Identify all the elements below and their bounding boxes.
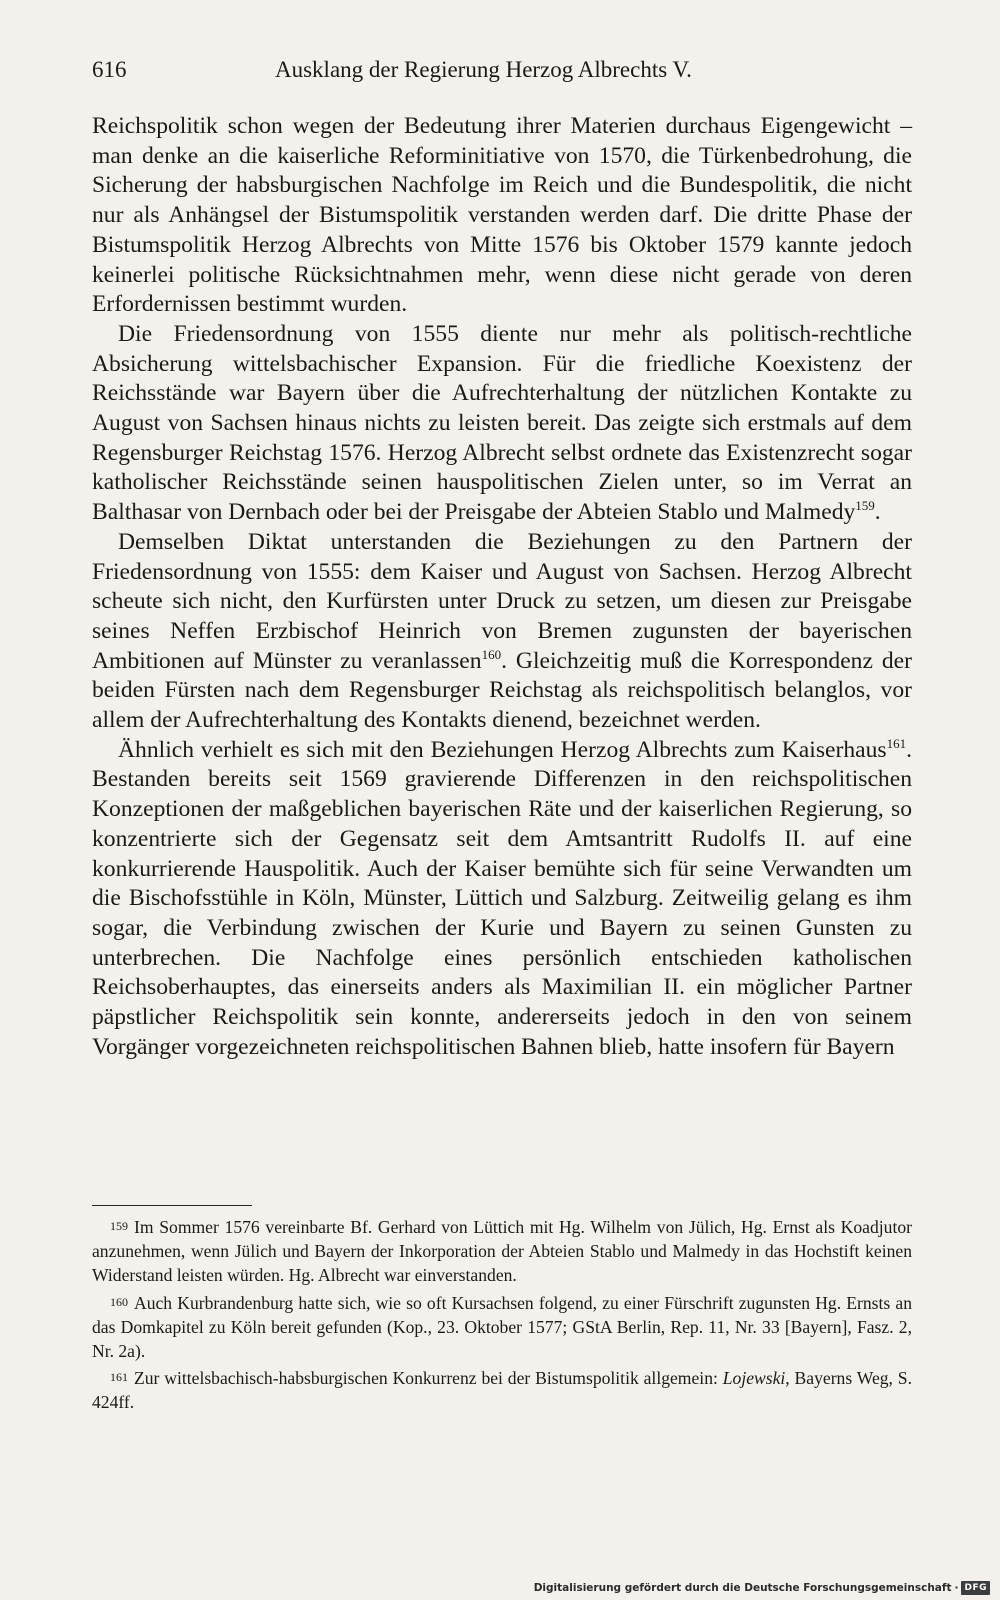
footnote-ref-160[interactable]: 160	[481, 646, 502, 662]
paragraph-2	[92, 320, 912, 528]
footnote-ref-159[interactable]: 159	[855, 498, 875, 514]
digitization-credit	[534, 1580, 990, 1596]
paragraph-3	[92, 528, 912, 736]
paragraph-3-text-b: . Gleichzeitig muß die Korrespondenz der beiden Fürsten nach dem Regensburger Reichstag als reichspolitisch belanglos, vor allem der Aufrechterhaltung des Kontakts dienend, bezeichnet werden.	[92, 647, 913, 734]
dfg-logo: DFG	[961, 1581, 990, 1595]
footnotes	[92, 1214, 912, 1417]
footnote-number: 161	[110, 1370, 128, 1385]
footnote-159	[92, 1214, 912, 1288]
footnote-161	[92, 1365, 912, 1414]
paragraph-3-text-a: Demselben Diktat unterstanden die Beziehungen zu den Partnern der Friedensordnung von 1555: dem Kaiser und August von Sachsen. Herzog Albrecht scheute sich nicht, den Kurfürsten unter Druck zu setzen, um diesen zur Preisgabe seines Neffen Erzbischof Heinrich von Bremen zugunsten der bayerischen Ambitionen auf Münster zu veranlassen	[92, 528, 912, 674]
credit-text: Digitalisierung gefördert durch die Deutsche Forschungsgemeinschaft	[533, 1582, 952, 1594]
paragraph-2-end: .	[874, 499, 881, 526]
credit-separator: ·	[954, 1582, 959, 1594]
footnote-author: Lojewski	[722, 1368, 786, 1389]
footnote-text: Im Sommer 1576 vereinbarte Bf. Gerhard von Lüttich mit Hg. Wilhelm von Jülich, Hg. Ernst als Koadjutor anzunehmen, wenn Jülich und Bayern der Inkorporation der Abteien Stablo und Malmedy in das Hochstift keinen Widerstand leisten würden. Hg. Albrecht war einverstanden.	[92, 1217, 912, 1286]
paragraph-4-text-b: . Bestanden bereits seit 1569 gravierende Differenzen in den reichspolitischen Konzeptionen der maßgeblichen bayerischen Räte und der kaiserlichen Regierung, so konzentrierte sich der Gegensatz seit dem Amtsantritt Rudolfs II. auf eine konkurrierende Hauspolitik. Auch der Kaiser bemühte sich für seine Verwandten um die Bischofsstühle in Köln, Münster, Lüttich und Salzburg. Zeitweilig gelang es ihm sogar, die Verbindung zwischen der Kurie und Bayern zu seinen Gunsten zu unterbrechen. Die Nachfolge eines persönlich entschieden katholischen Reichsoberhauptes, das einerseits anders als Maximilian II. ein möglicher Partner päpstlicher Reichspolitik sein konnte, andererseits jedoch in den von seinem Vorgänger vorgezeichneten reichspolitischen Bahnen blieb, hatte insofern für Bayern	[92, 736, 912, 1060]
footnote-text-b: , Bayerns Weg, S. 424ff.	[92, 1368, 912, 1413]
running-head	[92, 54, 912, 86]
footnote-divider	[92, 1205, 252, 1206]
footnote-number: 160	[110, 1294, 128, 1309]
footnote-text-a: Zur wittelsbachisch-habsburgischen Konkurrenz bei der Bistumspolitik allgemein:	[134, 1368, 723, 1389]
footnote-ref-161[interactable]: 161	[886, 735, 907, 751]
paragraph-4-text-a: Ähnlich verhielt es sich mit den Beziehungen Herzog Albrechts zum Kaiserhaus	[118, 736, 887, 763]
running-title: Ausklang der Regierung Herzog Albrechts V.	[275, 57, 692, 82]
footnote-number: 159	[110, 1219, 128, 1233]
paragraph-4	[92, 736, 912, 1063]
footnote-160	[92, 1290, 912, 1364]
body-text	[92, 112, 912, 1063]
paragraph-2-text: Die Friedensordnung von 1555 diente nur mehr als politisch-rechtliche Absicherung wittelsbachischer Expansion. Für die friedliche Koexistenz der Reichsstände war Bayern über die Aufrechterhaltung der nützlichen Kontakte zu August von Sachsen hinaus nichts zu leisten bereit. Das zeigte sich erstmals auf dem Regensburger Reichstag 1576. Herzog Albrecht selbst ordnete das Existenzrecht sogar katholischer Reichsstände seinen hauspolitischen Zielen unter, so im Verrat an Balthasar von Dernbach oder bei der Preisgabe der Abteien Stablo und Malmedy	[92, 320, 912, 526]
page-number: 616	[92, 57, 127, 82]
paragraph-1: Reichspolitik schon wegen der Bedeutung ihrer Materien durchaus Eigengewicht – man denke an die kaiserliche Reforminitiative von 1570, die Türkenbedrohung, die Sicherung der habsburgischen Nachfolge im Reich und die Bundespolitik, die nicht nur als Anhängsel der Bistumspolitik verstanden werden darf. Die dritte Phase der Bistumspolitik Herzog Albrechts von Mitte 1576 bis Oktober 1579 kannte jedoch keinerlei politische Rücksichtnahmen mehr, wenn diese nicht gerade von deren Erfordernissen bestimmt wurden.	[92, 113, 912, 318]
footnote-text: Auch Kurbrandenburg hatte sich, wie so oft Kursachsen folgend, zu einer Fürschrift zugunsten Hg. Ernsts an das Domkapitel zu Köln bereit gefunden (Kop., 23. Oktober 1577; GStA Berlin, Rep. 11, Nr. 33 [Bayern], Fasz. 2, Nr. 2a).	[92, 1292, 912, 1362]
